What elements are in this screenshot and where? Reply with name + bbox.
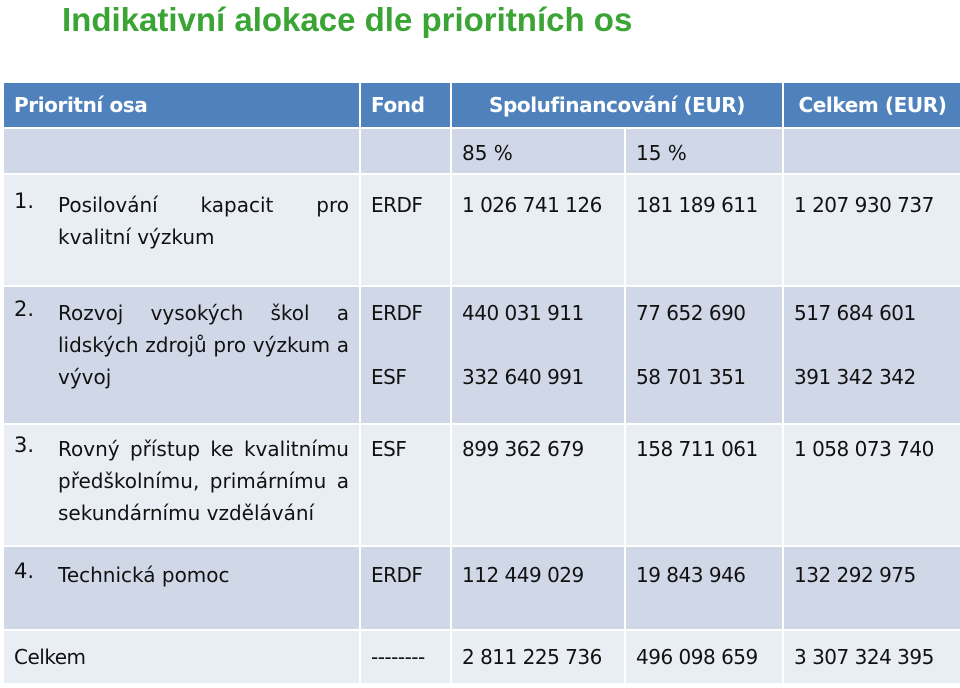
page-title: Indikativní alokace dle prioritních os: [62, 1, 633, 38]
row-name: Posilování kapacit pro kvalitní výzkum: [58, 193, 349, 249]
row-fond: ERDF: [371, 301, 423, 325]
table-row: [4, 547, 960, 629]
row-15: 77 652 690: [636, 301, 746, 325]
total-fond: --------: [371, 645, 425, 669]
total-celkem: 3 307 324 395: [794, 645, 934, 669]
header-osa: Prioritní osa: [4, 83, 359, 127]
header-fond: Fond: [361, 83, 450, 127]
table-row: [4, 287, 960, 423]
row-name: Rovný přístup ke kvalitnímu předškolnímu, primárnímu a sekundárnímu vzdělávání: [58, 437, 349, 525]
row-number: 1.: [14, 189, 35, 213]
row-15: 181 189 611: [636, 193, 758, 217]
row-15: 58 701 351: [636, 365, 746, 389]
subheader-85: 85 %: [452, 129, 624, 173]
total-85: 2 811 225 736: [462, 645, 602, 669]
table-row: [4, 175, 960, 285]
row-15: 19 843 946: [636, 563, 746, 587]
row-number: 4.: [14, 559, 35, 583]
row-number: 3.: [14, 433, 35, 457]
row-fond: ESF: [371, 437, 407, 461]
row-85: 332 640 991: [462, 365, 584, 389]
row-number: 2.: [14, 297, 35, 321]
row-85: 112 449 029: [462, 563, 584, 587]
row-celkem: 517 684 601: [794, 301, 916, 325]
row-fond: ERDF: [371, 563, 423, 587]
row-celkem: 132 292 975: [794, 563, 916, 587]
row-celkem: 1 207 930 737: [794, 193, 934, 217]
row-name: Rozvoj vysokých škol a lidských zdrojů pro výzkum a vývoj: [58, 301, 349, 389]
header-celkem: Celkem (EUR): [784, 83, 960, 127]
total-15: 496 098 659: [636, 645, 758, 669]
row-fond: ESF: [371, 365, 407, 389]
row-85: 899 362 679: [462, 437, 584, 461]
table-row: [4, 425, 960, 545]
table-header-row: [4, 83, 960, 127]
subheader-row: [4, 129, 960, 173]
total-row: [4, 631, 960, 683]
row-celkem: 1 058 073 740: [794, 437, 934, 461]
row-fond: ERDF: [371, 193, 423, 217]
allocation-table: [2, 81, 960, 685]
row-celkem: 391 342 342: [794, 365, 916, 389]
row-85: 440 031 911: [462, 301, 584, 325]
row-name: Technická pomoc: [58, 563, 230, 587]
row-85: 1 026 741 126: [462, 193, 602, 217]
header-spolufinancovani: Spolufinancování (EUR): [452, 83, 782, 127]
subheader-15: 15 %: [626, 129, 782, 173]
row-15: 158 711 061: [636, 437, 758, 461]
total-label: Celkem: [14, 645, 86, 669]
